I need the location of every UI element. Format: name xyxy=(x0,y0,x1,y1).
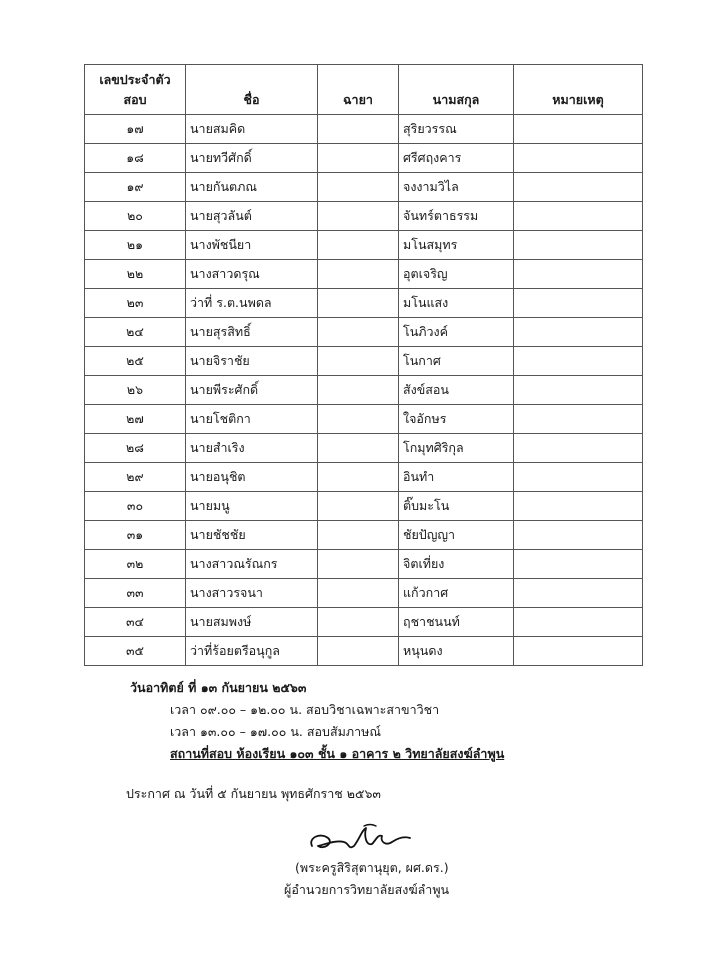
cell-alias xyxy=(318,173,399,202)
cell-first-name: นายสมคิด xyxy=(186,115,318,144)
cell-first-name: นางสาวณรัณกร xyxy=(186,550,318,579)
cell-first-name: นางพัชนียา xyxy=(186,231,318,260)
cell-last-name: มโนสมุทร xyxy=(399,231,514,260)
cell-exam-number: ๒๒ xyxy=(85,260,186,289)
cell-remarks xyxy=(514,492,643,521)
cell-exam-number: ๒๘ xyxy=(85,434,186,463)
table-row xyxy=(85,637,643,666)
table-row xyxy=(85,231,643,260)
table-row xyxy=(85,579,643,608)
cell-first-name: นายสุรสิทธิ์ xyxy=(186,318,318,347)
table-row xyxy=(85,289,643,318)
cell-last-name: แก้วกาศ xyxy=(399,579,514,608)
cell-first-name: ว่าที่ร้อยตรีอนุกูล xyxy=(186,637,318,666)
cell-last-name: สุริยวรรณ xyxy=(399,115,514,144)
cell-alias xyxy=(318,231,399,260)
table-row xyxy=(85,550,643,579)
cell-first-name: นายสำเริง xyxy=(186,434,318,463)
cell-first-name: นางสาวดรุณ xyxy=(186,260,318,289)
cell-last-name: ใจอักษร xyxy=(399,405,514,434)
cell-last-name: มโนแสง xyxy=(399,289,514,318)
cell-remarks xyxy=(514,463,643,492)
table-row xyxy=(85,260,643,289)
cell-alias xyxy=(318,521,399,550)
cell-last-name: ศรีศฤงคาร xyxy=(399,144,514,173)
cell-exam-number: ๒๙ xyxy=(85,463,186,492)
cell-remarks xyxy=(514,637,643,666)
table-row xyxy=(85,434,643,463)
cell-remarks xyxy=(514,173,643,202)
cell-remarks xyxy=(514,318,643,347)
cell-exam-number: ๓๓ xyxy=(85,579,186,608)
cell-alias xyxy=(318,492,399,521)
cell-remarks xyxy=(514,347,643,376)
header-exam-number-line2: สอบ xyxy=(123,92,147,107)
signature-image xyxy=(306,820,416,858)
header-alias: ฉายา xyxy=(318,65,399,115)
table-row xyxy=(85,173,643,202)
cell-alias xyxy=(318,608,399,637)
cell-exam-number: ๓๒ xyxy=(85,550,186,579)
cell-remarks xyxy=(514,260,643,289)
cell-last-name: หนุนดง xyxy=(399,637,514,666)
cell-alias xyxy=(318,550,399,579)
cell-alias xyxy=(318,376,399,405)
cell-alias xyxy=(318,434,399,463)
cell-first-name: นายทวีศักดิ์ xyxy=(186,144,318,173)
cell-alias xyxy=(318,579,399,608)
cell-first-name: นายอนุชิต xyxy=(186,463,318,492)
cell-exam-number: ๓๐ xyxy=(85,492,186,521)
cell-first-name: นายสมพงษ์ xyxy=(186,608,318,637)
cell-exam-number: ๒๖ xyxy=(85,376,186,405)
cell-last-name: อินทำ xyxy=(399,463,514,492)
signatory-name: (พระครูสิริสุตานุยุต, ผศ.ดร.) xyxy=(295,860,449,875)
cell-remarks xyxy=(514,608,643,637)
cell-alias xyxy=(318,144,399,173)
cell-exam-number: ๓๑ xyxy=(85,521,186,550)
header-exam-number-line1: เลขประจำตัว xyxy=(99,72,171,87)
cell-exam-number: ๒๗ xyxy=(85,405,186,434)
table-row xyxy=(85,144,643,173)
cell-alias xyxy=(318,463,399,492)
table-row xyxy=(85,608,643,637)
cell-alias xyxy=(318,202,399,231)
cell-exam-number: ๑๗ xyxy=(85,115,186,144)
cell-first-name: นายชัชชัย xyxy=(186,521,318,550)
cell-exam-number: ๑๘ xyxy=(85,144,186,173)
header-first-name: ชื่อ xyxy=(186,65,318,115)
cell-first-name: นายมนู xyxy=(186,492,318,521)
cell-last-name: อุตเจริญ xyxy=(399,260,514,289)
cell-first-name: นายโชติกา xyxy=(186,405,318,434)
cell-last-name: โนภิวงค์ xyxy=(399,318,514,347)
cell-first-name: ว่าที่ ร.ต.นพดล xyxy=(186,289,318,318)
cell-last-name: ชัยปัญญา xyxy=(399,521,514,550)
cell-remarks xyxy=(514,550,643,579)
cell-exam-number: ๒๔ xyxy=(85,318,186,347)
cell-alias xyxy=(318,289,399,318)
cell-alias xyxy=(318,318,399,347)
cell-remarks xyxy=(514,521,643,550)
morning-session: เวลา ๐๙.๐๐ – ๑๒.๐๐ น. สอบวิชาเฉพาะสาขาวิชา xyxy=(170,702,440,717)
cell-remarks xyxy=(514,376,643,405)
cell-exam-number: ๓๕ xyxy=(85,637,186,666)
table-row xyxy=(85,492,643,521)
table-row xyxy=(85,405,643,434)
signatory-position: ผู้อำนวยการวิทยาลัยสงฆ์ลำพูน xyxy=(284,882,450,897)
cell-first-name: นายจิราชัย xyxy=(186,347,318,376)
cell-alias xyxy=(318,347,399,376)
header-last-name: นามสกุล xyxy=(399,65,514,115)
cell-exam-number: ๒๑ xyxy=(85,231,186,260)
header-exam-number xyxy=(85,65,186,115)
afternoon-session: เวลา ๑๓.๐๐ – ๑๗.๐๐ น. สอบสัมภาษณ์ xyxy=(170,724,381,739)
cell-remarks xyxy=(514,144,643,173)
cell-remarks xyxy=(514,434,643,463)
cell-last-name: ติ๊บมะโน xyxy=(399,492,514,521)
cell-exam-number: ๒๕ xyxy=(85,347,186,376)
cell-first-name: นายพีระศักดิ์ xyxy=(186,376,318,405)
cell-last-name: โกมุทศิริกุล xyxy=(399,434,514,463)
cell-exam-number: ๑๙ xyxy=(85,173,186,202)
cell-remarks xyxy=(514,231,643,260)
cell-last-name: จิตเที่ยง xyxy=(399,550,514,579)
exam-venue: สถานที่สอบ ห้องเรียน ๑๐๓ ชั้น ๑ อาคาร ๒ วิทยาลัยสงฆ์ลำพูน xyxy=(170,746,505,761)
cell-exam-number: ๒๓ xyxy=(85,289,186,318)
cell-exam-number: ๓๔ xyxy=(85,608,186,637)
table-row xyxy=(85,347,643,376)
candidate-table xyxy=(84,64,643,666)
table-row xyxy=(85,521,643,550)
cell-alias xyxy=(318,405,399,434)
cell-remarks xyxy=(514,289,643,318)
table-row xyxy=(85,376,643,405)
cell-last-name: จันทร์ตาธรรม xyxy=(399,202,514,231)
table-row xyxy=(85,202,643,231)
table-row xyxy=(85,115,643,144)
exam-date: วันอาทิตย์ ที่ ๑๓ กันยายน ๒๕๖๓ xyxy=(130,680,307,695)
cell-last-name: จงงามวิไล xyxy=(399,173,514,202)
cell-first-name: นางสาวรจนา xyxy=(186,579,318,608)
cell-first-name: นายสุวลันต์ xyxy=(186,202,318,231)
table-row xyxy=(85,318,643,347)
cell-alias xyxy=(318,637,399,666)
table-header-row xyxy=(85,65,643,115)
cell-exam-number: ๒๐ xyxy=(85,202,186,231)
header-remarks: หมายเหตุ xyxy=(514,65,643,115)
cell-first-name: นายกันตภณ xyxy=(186,173,318,202)
cell-last-name: โนกาศ xyxy=(399,347,514,376)
cell-alias xyxy=(318,260,399,289)
table-body xyxy=(85,115,643,666)
cell-remarks xyxy=(514,115,643,144)
table-row xyxy=(85,463,643,492)
cell-remarks xyxy=(514,202,643,231)
cell-alias xyxy=(318,115,399,144)
announcement-date: ประกาศ ณ วันที่ ๕ กันยายน พุทธศักราช ๒๕๖๓ xyxy=(126,786,381,801)
cell-remarks xyxy=(514,579,643,608)
cell-remarks xyxy=(514,405,643,434)
cell-last-name: สังข์สอน xyxy=(399,376,514,405)
cell-last-name: ฤชาชนนท์ xyxy=(399,608,514,637)
